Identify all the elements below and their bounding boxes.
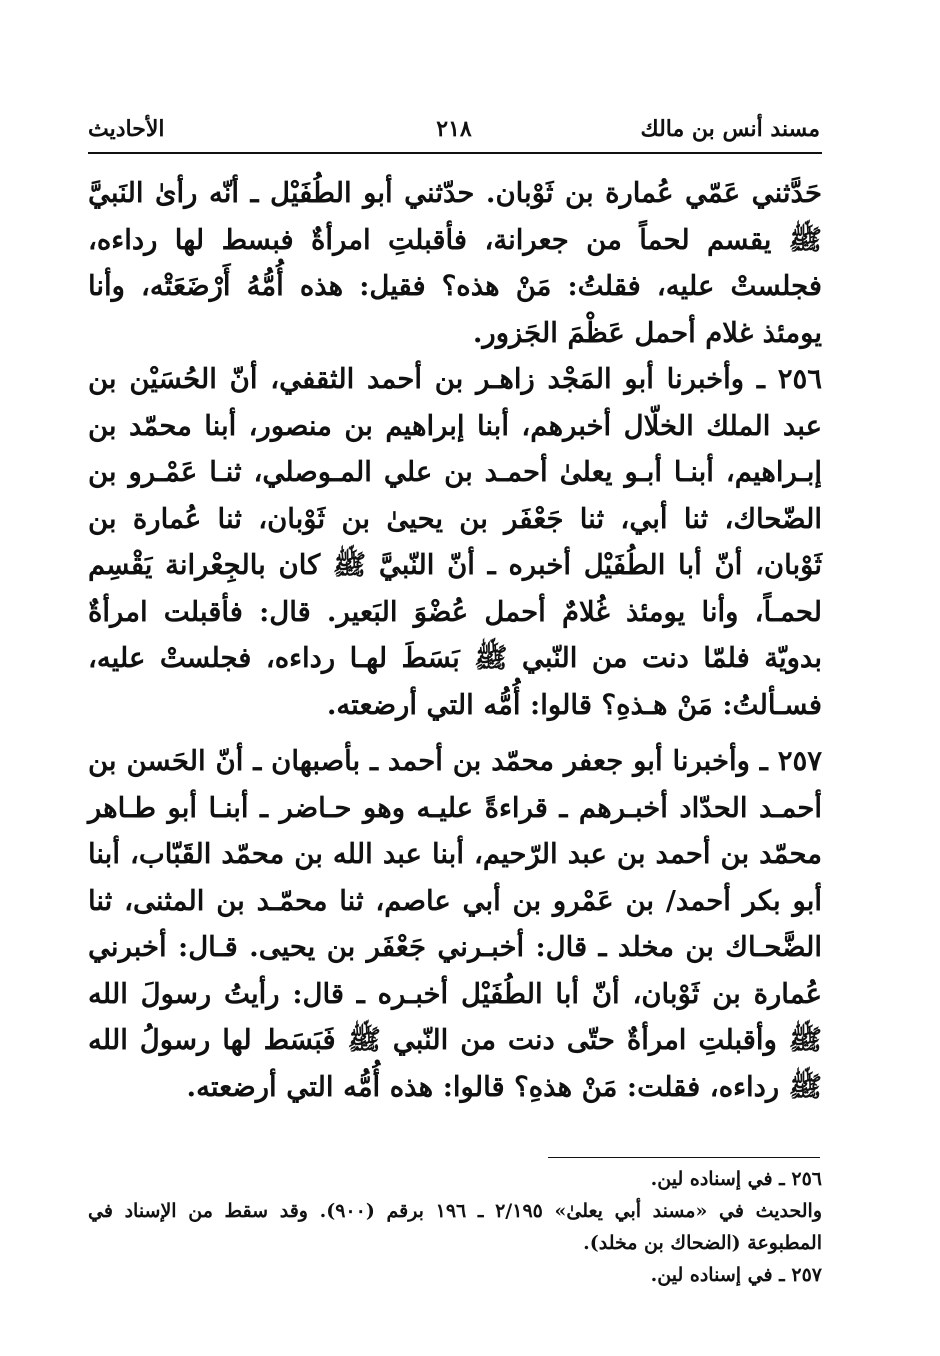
footnote-number: ٢٥٦ [791, 1168, 822, 1190]
hadith-number: ٢٥٦ [777, 363, 823, 395]
footnote-256-detail [88, 1195, 822, 1259]
hadith-256 [88, 356, 822, 728]
footnote-257 [88, 1259, 822, 1291]
main-text [88, 170, 822, 1110]
paragraph-text: ـ وأخبرنا أبو جعفر محمّد بن أحمد ـ بأصبهان ـ أنّ الحَسن بن أحمـد الحدّاد أخبـرهم ـ قراءةً عليـه وهو حـاضر ـ أبنـا أبو طـاهر محمّد بن أحمد بن عبد الرّحيم، أبنا عبد الله بن محمّد القَبّاب، أبنا أبو بكر أحمد/ بن عَمْرو بن أبي عاصم، ثنا محمّـد بن المثنى، ثنا الضَّحـاك بن مخلد ـ قال: أخبـرني جَعْفَر بن يحيى. قـال: أخبرني عُمارة بن ثَوْبان، أنّ أبا الطُفَيْل أخبـره ـ قال: رأيتُ رسولَ الله ﷺ وأقبلتِ امرأةٌ حتّى دنت من النّبي ﷺ فَبَسَط لها رسولُ الله ﷺ رداءه، فقلت: مَنْ هذهِ؟ قالوا: هذه أُمُّه التي أرضعته. [88, 745, 822, 1103]
footnotes [88, 1163, 822, 1291]
footnote-text: ـ في إسناده لين. [650, 1264, 785, 1286]
header-book-title: مسند أنس بن مالك [640, 116, 820, 142]
footnote-divider [548, 1157, 820, 1158]
hadith-257 [88, 738, 822, 1110]
footnote-256 [88, 1163, 822, 1195]
footnote-number: ٢٥٧ [791, 1264, 822, 1286]
running-header [88, 112, 820, 152]
paragraph-text: حَدَّثني عَمّي عُمارة بن ثَوْبان. حدّثني أبو الطُفَيْل ـ أنّه رأىٰ النَبيَّ ﷺ يقسم لحماً من جعرانة، فأقبلتِ امرأةٌ فبسط لها رداءه، فجلستْ عليه، فقلتُ: مَنْ هذه؟ فقيل: هذه أُمُّهُ أَرْضَعَتْه، وأنا يومئذ غلام أحمل عَظْمَ الجَزور. [88, 177, 822, 349]
hadith-number: ٢٥٧ [777, 745, 822, 777]
footnote-text: ـ في إسناده لين. [650, 1168, 785, 1190]
paragraph-text: ـ وأخبرنا أبو المَجْد زاهـر بن أحمد الثقفي، أنّ الحُسَيْن بن عبد الملك الخلّال أخبرهم، أبنا إبراهيم بن منصور، أبنا محمّد بن إبـراهيم، أبنـا أبـو يعلىٰ أحمـد بن علي المـوصلي، ثنـا عَمْـرو بن الضّحاك، ثنا أبي، ثنا جَعْفَر بن يحيىٰ بن ثَوْبان، ثنا عُمارة بن ثَوْبان، أنّ أبا الطُفَيْل أخبره ـ أنّ النّبيَّ ﷺ كان بالجِعْرانة يَقْسِم لحمـاً، وأنا يومئذ غُلامٌ أحمل عُضْوَ البَعير. قال: فأقبلت امرأةٌ بدويّة فلمّا دنت من النّبي ﷺ بَسَطَ لهـا رداءه، فجلستْ عليه، فسـألتُ: مَنْ هـذهِ؟ قالوا: أُمُّه التي أرضعته. [88, 363, 822, 721]
header-divider [88, 152, 822, 154]
header-section-title: الأحاديث [88, 116, 165, 142]
footnote-text: والحديث في «مسند أبي يعلىٰ» ٢/١٩٥ ـ ١٩٦ برقم (٩٠٠). وقد سقط من الإسناد في المطبوعة (الضحاك بن مخلد). [88, 1200, 822, 1254]
page-number: ٢١٨ [436, 116, 472, 142]
paragraph-continuation [88, 170, 822, 356]
